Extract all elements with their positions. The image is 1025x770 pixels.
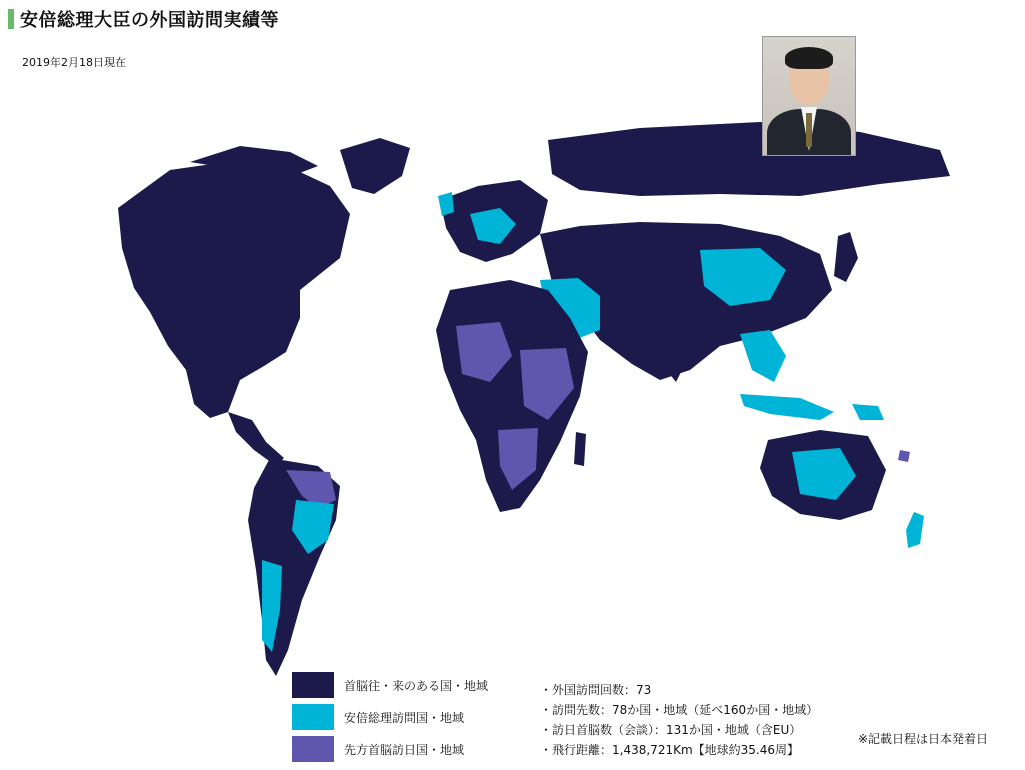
stat-visiting-leaders: ・ 訪日首脳数（会談）：131か国・地域（含EU）	[540, 720, 818, 740]
schedule-footnote: ※記載日程は日本発着日	[858, 732, 989, 746]
stat-visit-count: ・ 外国訪問回数：73	[540, 680, 818, 700]
legend-label-pm-visited: 安倍総理訪問国・地域	[344, 710, 465, 725]
legend-swatch-leader-frequent	[292, 672, 334, 698]
map-legend	[292, 672, 488, 768]
person-portrait-icon	[762, 36, 856, 156]
stat-flight-distance: ・ 飛行距離：1,438,721Km【地球約35.46周】	[540, 740, 818, 760]
visit-stats-panel	[540, 680, 818, 760]
as-of-date: 2019年2月18日現在	[22, 56, 126, 69]
stat-destinations: ・ 訪問先数：78か国・地域（延べ160か国・地域）	[540, 700, 818, 720]
legend-label-first-pm-visit: 先方首脳訪日国・地域	[344, 742, 465, 757]
legend-item-leader-frequent	[292, 672, 488, 698]
page-title: 安倍総理大臣の外国訪問実績等	[20, 10, 279, 31]
map-madagascar	[574, 432, 586, 466]
legend-item-pm-visited	[292, 704, 488, 730]
legend-item-first-pm-visit	[292, 736, 488, 762]
legend-swatch-first-pm-visit	[292, 736, 334, 762]
map-pacific-islands	[898, 450, 910, 462]
legend-label-leader-frequent: 首脳往・来のある国・地域	[344, 678, 489, 693]
legend-swatch-pm-visited	[292, 704, 334, 730]
